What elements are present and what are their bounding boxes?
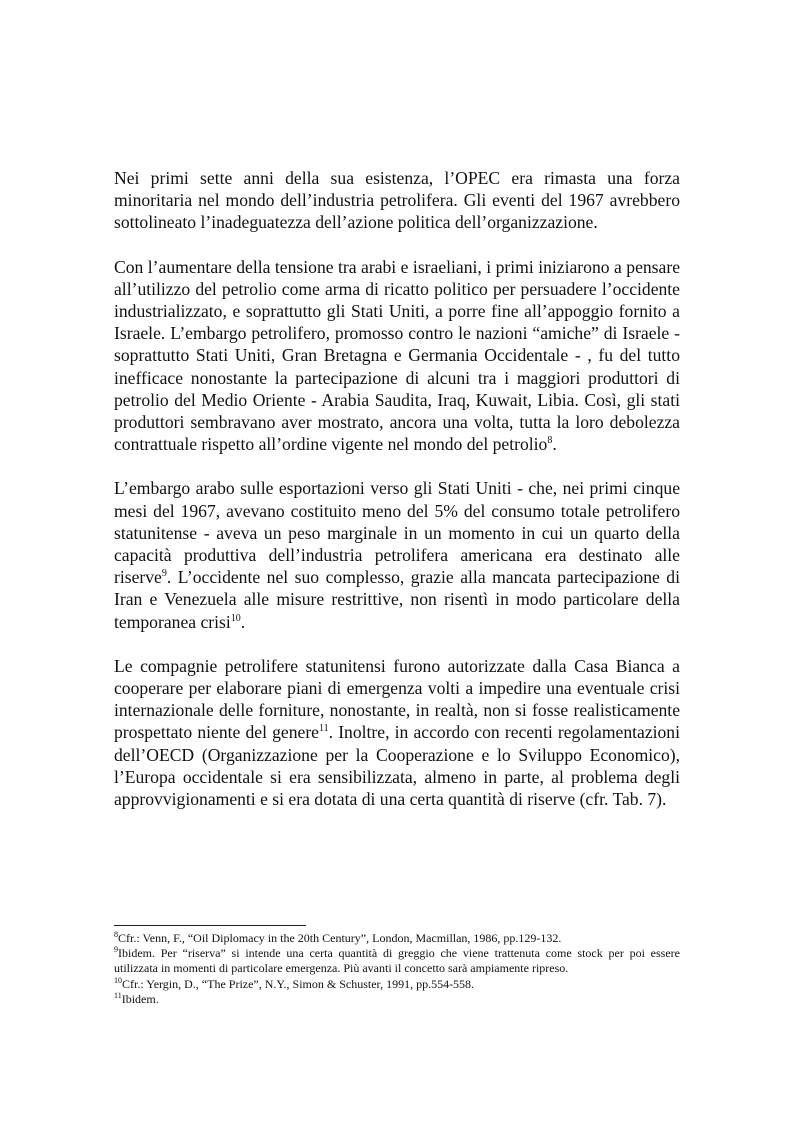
paragraph-1 bbox=[114, 167, 680, 234]
footnotes bbox=[114, 931, 680, 1007]
footnote-ref-11[interactable]: 11 bbox=[319, 723, 329, 735]
footnote-number-8: 8 bbox=[114, 930, 118, 939]
paragraph-3 bbox=[114, 477, 680, 632]
footnote-ref-8[interactable]: 8 bbox=[547, 435, 553, 447]
paragraph-2-tail: . bbox=[552, 434, 557, 455]
paragraph-2 bbox=[114, 256, 680, 456]
paragraph-3-text-a: L’embargo arabo sulle esportazioni verso gli Stati Uniti - che, nei primi cinque mesi del 1967, avevano costituito meno del 5% del consumo totale petrolifero statunitense - aveva un peso marginale in un momento in cui un quarto della capacità produttiva dell’industria petrolifera americana era destinato alle riserve bbox=[114, 478, 680, 588]
paragraph-4-text-a: Le compagnie petrolifere statunitensi furono autorizzate dalla Casa Bianca a cooperare per elaborare piani di emergenza volti a impedire una eventuale crisi internazionale delle forniture, nonostante, in realtà, non si fosse realisticamente prospettato niente del genere bbox=[114, 655, 680, 743]
paragraph-3-text-c: . bbox=[240, 611, 246, 632]
footnote-separator bbox=[114, 925, 306, 926]
footnote-10 bbox=[114, 977, 680, 992]
paragraph-2-text: Con l’aumentare della tensione tra arabi e israeliani, i primi iniziarono a pensare all’utilizzo del petrolio come arma di ricatto politico per persuadere l’occidente industrializzato, e soprattutto gli Stati Uniti, a porre fine all’appoggio fornito a Israele. L’embargo petrolifero, promosso contro le nazioni “amiche” di Israele - soprattutto Stati Uniti, Gran Bretagna e Germania Occidentale - , fu del tutto inefficace nonostante la partecipazione di alcuni tra i maggiori produttori di petrolio del Medio Oriente - Arabia Saudita, Iraq, Kuwait, Libia. Così, gli stati produttori sembravano aver mostrato, ancora una volta, tutta la loro debolezza contrattuale rispetto all’ordine vigente nel mondo del petrolio bbox=[114, 256, 680, 455]
footnote-number-9: 9 bbox=[114, 945, 118, 955]
body-text bbox=[114, 167, 680, 810]
footnote-11 bbox=[114, 992, 680, 1007]
footnote-8 bbox=[114, 931, 680, 946]
footnote-text-9: Ibidem. Per “riserva” si intende una certa quantità di greggio che viene trattenuta come stock per poi essere utilizzata in momenti di particolare emergenza. Più avanti il concetto sarà ampiamente ripreso. bbox=[114, 946, 680, 976]
footnote-text-11: Ibidem. bbox=[121, 991, 159, 1006]
footnote-ref-9[interactable]: 9 bbox=[161, 568, 167, 580]
footnote-9 bbox=[114, 946, 680, 976]
footnote-text-8: Cfr.: Venn, F., “Oil Diplomacy in the 20th Century”, London, Macmillan, 1986, pp.129-132. bbox=[118, 931, 562, 945]
footnote-text-10: Cfr.: Yergin, D., “The Prize”, N.Y., Simon & Schuster, 1991, pp.554-558. bbox=[122, 976, 475, 991]
paragraph-4-text-b: . Inoltre, in accordo con recenti regolamentazioni dell’OECD (Organizzazione per la Cooperazione e lo Sviluppo Economico), l’Europa occidentale si era sensibilizzata, almeno in parte, al problema degli approvvigionamenti e si era dotata di una certa quantità di riserve (cfr. Tab. 7). bbox=[114, 722, 680, 810]
paragraph-4 bbox=[114, 655, 680, 810]
paragraph-3-text-b: . L’occidente nel suo complesso, grazie alla mancata partecipazione di Iran e Venezuela alle misure restrittive, non risentì in modo particolare della temporanea crisi bbox=[114, 567, 680, 632]
footnote-ref-10[interactable]: 10 bbox=[230, 612, 241, 624]
footnote-number-10: 10 bbox=[114, 975, 122, 985]
paragraph-1-text: Nei primi sette anni della sua esistenza, l’OPEC era rimasta una forza minoritaria nel mondo dell’industria petrolifera. Gli eventi del 1967 avrebbero sottolineato l’inadeguatezza dell’azione politica dell’organizzazione. bbox=[114, 168, 680, 233]
footnote-number-11: 11 bbox=[114, 990, 122, 1000]
